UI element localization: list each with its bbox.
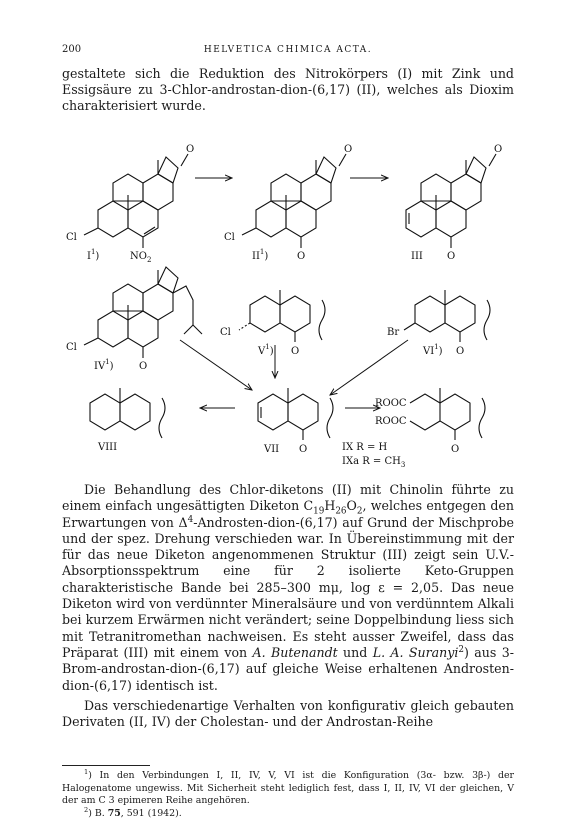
oxo-label: O bbox=[186, 144, 195, 155]
arrow-IV-VII bbox=[180, 340, 252, 390]
page-header bbox=[62, 44, 514, 58]
footnote-1: $^1$) In den Verbindungen I, II, IV, V, VI ist die Konfiguration (3α- bzw. 3β-) der Halogenatome ungewiss. Mit Sicherheit steht lediglich fest, dass I, II, IV, VI der gleichen, V der am C 3 epimeren Reihe angehören. bbox=[62, 767, 514, 807]
paragraph-2: Das verschiedenartige Verhalten von konfigurativ gleich gebauten Derivaten (II, IV) der Cholestan- und der Androstan-Reihe bbox=[62, 697, 514, 730]
label-VII: VII bbox=[264, 444, 280, 455]
label-IV: $IV^1$) bbox=[94, 358, 114, 372]
nitro-label: $NO_2$ bbox=[130, 251, 152, 264]
keto-label: O bbox=[291, 346, 300, 357]
structure-IX bbox=[342, 388, 485, 469]
label-III: III bbox=[411, 251, 423, 262]
structure-II bbox=[224, 144, 352, 262]
chloro-label: Cl bbox=[220, 327, 231, 338]
keto-label: O bbox=[297, 251, 306, 262]
keto-label: O bbox=[139, 361, 148, 372]
structure-III bbox=[406, 144, 502, 262]
footnote-rule bbox=[62, 765, 150, 766]
structure-VIII bbox=[90, 388, 165, 453]
main-body bbox=[62, 482, 514, 730]
label-IXa: IXa $R = CH_3$ bbox=[342, 456, 406, 469]
label-VI: $VI^1$) bbox=[423, 343, 443, 357]
label-V: $V^1$) bbox=[258, 343, 274, 357]
structure-VI bbox=[387, 290, 490, 357]
page-number: 200 bbox=[62, 44, 82, 55]
paragraph-1: Die Behandlung des Chlor-diketons (II) mit Chinolin führte zu einem einfach ungesättigten Diketon $C_{19}H_{26}O_2$, welches entgegen den Erwartungen von $\Delta^4-Androsten-dion-(6,17)$ auf Grund der Mischprobe und der spez. Drehung verschieden war. In Übereinstimmung mit der für das neue Diketon angenommenen Struktur (III) zeigt sein U.V.-Absorptionsspektrum eine für 2 isolierte Keto-Gruppen charakteristische Bande bei 285–300 mμ, log ε = 2,05. Das neue Diketon wird von verdünnter Mineralsäure und von verdünntem Alkali bei kurzem Erwärmen nicht verändert; seine Doppelbindung liess sich mit Tetranitromethan nachweisen. Es steht ausser Zweifel, dass das Präparat (III) mit einem von A. Butenandt und L. A. Suranyi$^2$) aus 3-Brom-androstan-dion-(6,17) auf gleiche Weise erhaltenen Androsten-dion-(6,17) identisch ist. bbox=[62, 482, 514, 693]
label-I: $I^1$) bbox=[87, 248, 100, 262]
oxo-label: O bbox=[344, 144, 353, 155]
chloro-label: Cl bbox=[66, 232, 77, 243]
structure-IV bbox=[66, 267, 202, 372]
author-suranyi: L. A. Suranyi bbox=[372, 644, 459, 660]
footnote-2: $^2$) B. 75, 591 (1942). bbox=[84, 805, 182, 819]
journal-title: HELVETICA CHIMICA ACTA. bbox=[203, 45, 373, 55]
keto-label: O bbox=[447, 251, 456, 262]
chloro-label: Cl bbox=[224, 232, 235, 243]
keto-label: O bbox=[299, 444, 308, 455]
rooc-label: ROOC bbox=[375, 416, 407, 427]
reaction-scheme bbox=[0, 120, 576, 475]
label-II: $II^1$) bbox=[252, 248, 269, 262]
arrow-VI-VII bbox=[330, 340, 408, 395]
keto-label: O bbox=[451, 444, 460, 455]
rooc-label: ROOC bbox=[375, 398, 407, 409]
oxo-label: O bbox=[494, 144, 503, 155]
structure-VII bbox=[258, 388, 333, 455]
author-butenandt: A. Butenandt bbox=[252, 644, 338, 660]
label-VIII: VIII bbox=[98, 442, 118, 453]
intro-paragraph: gestaltete sich die Reduktion des Nitrokörpers (I) mit Zink und Essigsäure zu 3-Chlor-androstan-dion-(6,17) (II), welches als Dioxim charakterisiert wurde. bbox=[62, 66, 514, 113]
label-IX: IX R = H bbox=[342, 442, 388, 453]
keto-label: O bbox=[456, 346, 465, 357]
structure-I bbox=[66, 144, 194, 264]
chloro-label: Cl bbox=[66, 342, 77, 353]
bromo-label: Br bbox=[387, 327, 400, 338]
footnotes bbox=[62, 767, 514, 820]
structure-V bbox=[220, 290, 325, 357]
